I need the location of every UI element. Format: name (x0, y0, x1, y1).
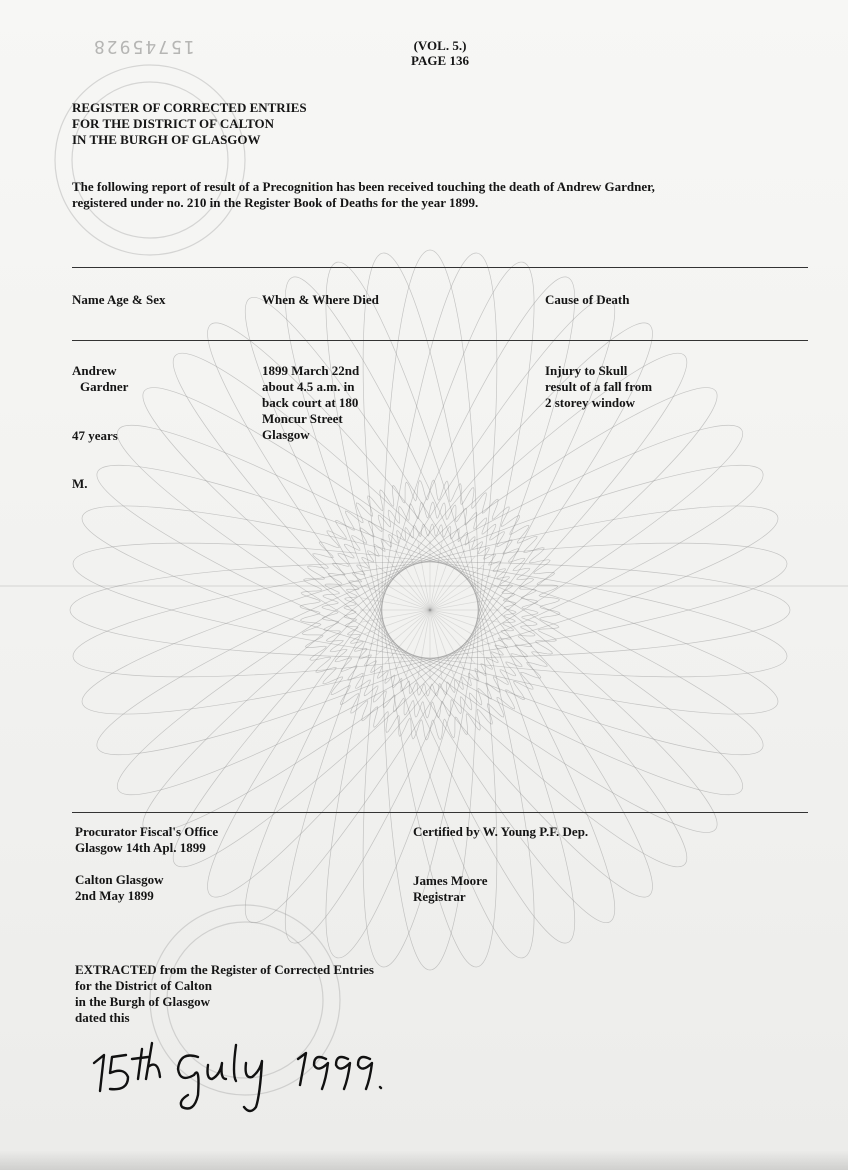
footer-place-date: Calton Glasgow 2nd May 1899 (75, 872, 164, 903)
column-header-cause: Cause of Death (545, 292, 630, 307)
register-title-line1: REGISTER OF CORRECTED ENTRIES (72, 100, 307, 115)
column-header-name: Name Age & Sex (72, 292, 166, 307)
entry-sex: M. (72, 476, 88, 491)
column-header-when-where: When & Where Died (262, 292, 379, 307)
footer-certified: Certified by W. Young P.F. Dep. (413, 824, 589, 839)
handwritten-date-signature (90, 1035, 410, 1115)
paper-edge-shadow (0, 1150, 848, 1170)
entry-cause: Injury to Skull result of a fall from 2 storey window (545, 363, 653, 410)
extract-statement: EXTRACTED from the Register of Corrected Entries for the District of Calton in the Burgh of Glasgow dated this (75, 962, 374, 1025)
volume-label: (VOL. 5.) (413, 38, 467, 53)
table-bottom-rule (72, 812, 808, 813)
intro-line2: registered under no. 210 in the Register Book of Deaths for the year 1899. (72, 195, 479, 210)
paper-fold (0, 585, 848, 587)
entry-age: 47 years (72, 428, 118, 443)
table-top-rule (72, 267, 808, 268)
table-header-rule (72, 340, 808, 341)
serial-number: 15745928 (92, 36, 195, 57)
entry-name-first: Andrew (72, 363, 117, 378)
register-title-line2: FOR THE DISTRICT OF CALTON (72, 116, 275, 131)
entry-name-last: Gardner (80, 379, 129, 394)
footer-office: Procurator Fiscal's Office Glasgow 14th Apl. 1899 (75, 824, 219, 855)
entry-when-where: 1899 March 22nd about 4.5 a.m. in back court at 180 Moncur Street Glasgow (262, 363, 360, 442)
footer-registrar: James Moore Registrar (413, 873, 488, 904)
intro-line1: The following report of result of a Precognition has been received touching the death of Andrew Gardner, (72, 179, 655, 194)
register-title-line3: IN THE BURGH OF GLASGOW (72, 132, 261, 147)
page-number: PAGE 136 (411, 53, 469, 68)
